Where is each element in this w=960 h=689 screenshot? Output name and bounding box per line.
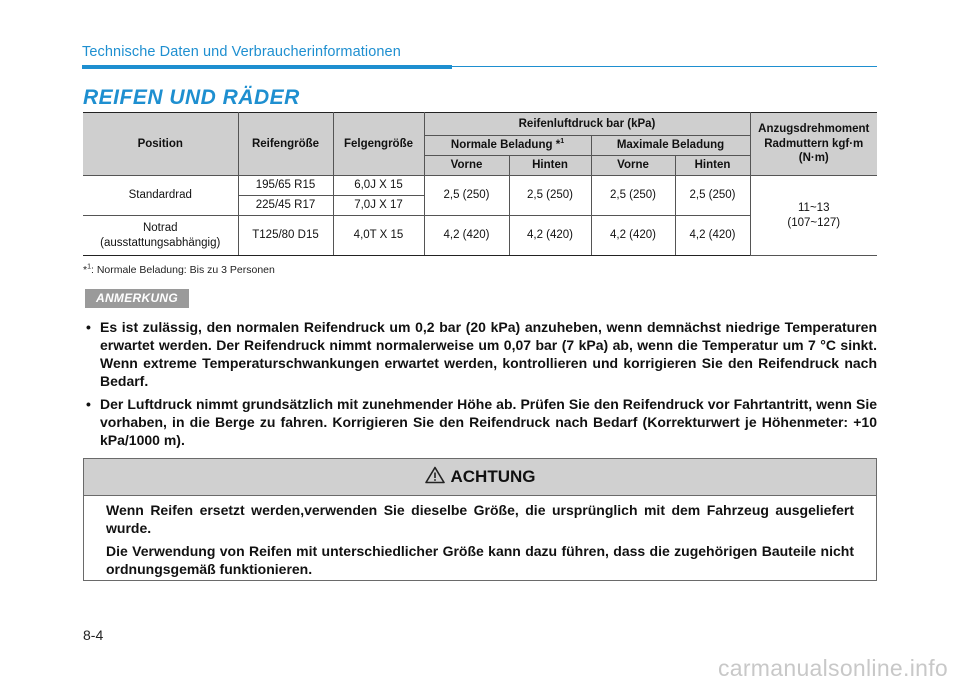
header-torque: Anzugsdrehmoment Radmuttern kgf·m (N·m) — [750, 113, 877, 176]
cell-torque-value — [750, 176, 877, 256]
torque-kgfm: 11~13 — [798, 202, 830, 215]
cell-standard-rim-1: 6,0J X 15 — [333, 176, 424, 196]
header-rim-size: Felgengröße — [333, 113, 424, 176]
cell-spare-rim: 4,0T X 15 — [333, 216, 424, 256]
caution-header — [84, 459, 876, 496]
header-pressure-group: Reifenluftdruck bar (kPa) — [424, 113, 750, 136]
caution-body — [84, 496, 876, 578]
header-tire-size: Reifengröße — [238, 113, 333, 176]
header-max-front: Vorne — [591, 156, 675, 176]
watermark: carmanualsonline.info — [717, 655, 948, 681]
cell-standard-max-front: 2,5 (250) — [591, 176, 675, 216]
cell-spare-tire: T125/80 D15 — [238, 216, 333, 256]
header-rule — [452, 66, 877, 67]
page-number: 8-4 — [83, 627, 104, 643]
header-normal-rear: Hinten — [509, 156, 591, 176]
header-normal-load: Normale Beladung *$^1$ — [424, 136, 591, 156]
cell-spare-position: Notrad (ausstattungsabhängig) — [83, 216, 238, 256]
header-accent-bar — [82, 65, 452, 69]
torque-nm: (107~127) — [787, 216, 841, 229]
cell-standard-normal-front: 2,5 (250) — [424, 176, 509, 216]
section-title: REIFEN UND RÄDER — [83, 86, 300, 109]
warning-triangle-icon — [425, 466, 445, 489]
note-item: • Der Luftdruck nimmt grundsätzlich mit zunehmender Höhe ab. Prüfen Sie den Reifendruck vor Fahrtantritt, wenn Sie vorhaben, in die Berge zu fahren. Korrigieren Sie den Reifendruck nach Bedarf (Korrekturwert je Höhenmeter: +10 kPa/1000 m). — [83, 395, 877, 449]
caution-paragraph: Wenn Reifen ersetzt werden,verwenden Sie dieselbe Größe, die ursprünglich mit dem Fahrzeug ausgeliefert wurde. — [106, 502, 854, 536]
header-max-rear: Hinten — [675, 156, 750, 176]
cell-spare-normal-rear: 4,2 (420) — [509, 216, 591, 256]
caution-box — [83, 458, 877, 581]
note-badge: ANMERKUNG — [85, 289, 189, 308]
cell-standard-position: Standardrad — [83, 176, 238, 216]
caution-title: ACHTUNG — [450, 467, 536, 486]
cell-standard-max-rear: 2,5 (250) — [675, 176, 750, 216]
cell-spare-max-front: 4,2 (420) — [591, 216, 675, 256]
cell-standard-tire-2: 225/45 R17 — [238, 196, 333, 216]
chapter-title: Technische Daten und Verbraucherinformationen — [82, 44, 401, 60]
header-normal-front: Vorne — [424, 156, 509, 176]
header-position: Position — [83, 113, 238, 176]
caution-paragraph: Die Verwendung von Reifen mit unterschiedlicher Größe kann dazu führen, dass die zugehörigen Bauteile nicht ordnungsgemäß funktionieren. — [106, 543, 854, 577]
cell-spare-normal-front: 4,2 (420) — [424, 216, 509, 256]
tire-spec-table — [83, 112, 877, 256]
cell-standard-rim-2: 7,0J X 17 — [333, 196, 424, 216]
cell-spare-max-rear: 4,2 (420) — [675, 216, 750, 256]
note-item: • Es ist zulässig, den normalen Reifendruck um 0,2 bar (20 kPa) anzuheben, wenn demnächst niedrige Temperaturen erwartet werden. Der Reifendruck nimmt normalerweise um 0,07 bar (7 kPa) ab, wenn die Temperatur um 7 °C sinkt. Wenn extreme Temperaturschwankungen erwartet werden, kontrollieren und korrigieren Sie den Reifendruck nach Bedarf. — [83, 318, 877, 390]
cell-standard-normal-rear: 2,5 (250) — [509, 176, 591, 216]
note-list — [83, 318, 877, 454]
table-footnote: *$^1$: Normale Beladung: Bis zu 3 Personen — [83, 263, 275, 276]
header-max-load: Maximale Beladung — [591, 136, 750, 156]
cell-standard-tire-1: 195/65 R15 — [238, 176, 333, 196]
